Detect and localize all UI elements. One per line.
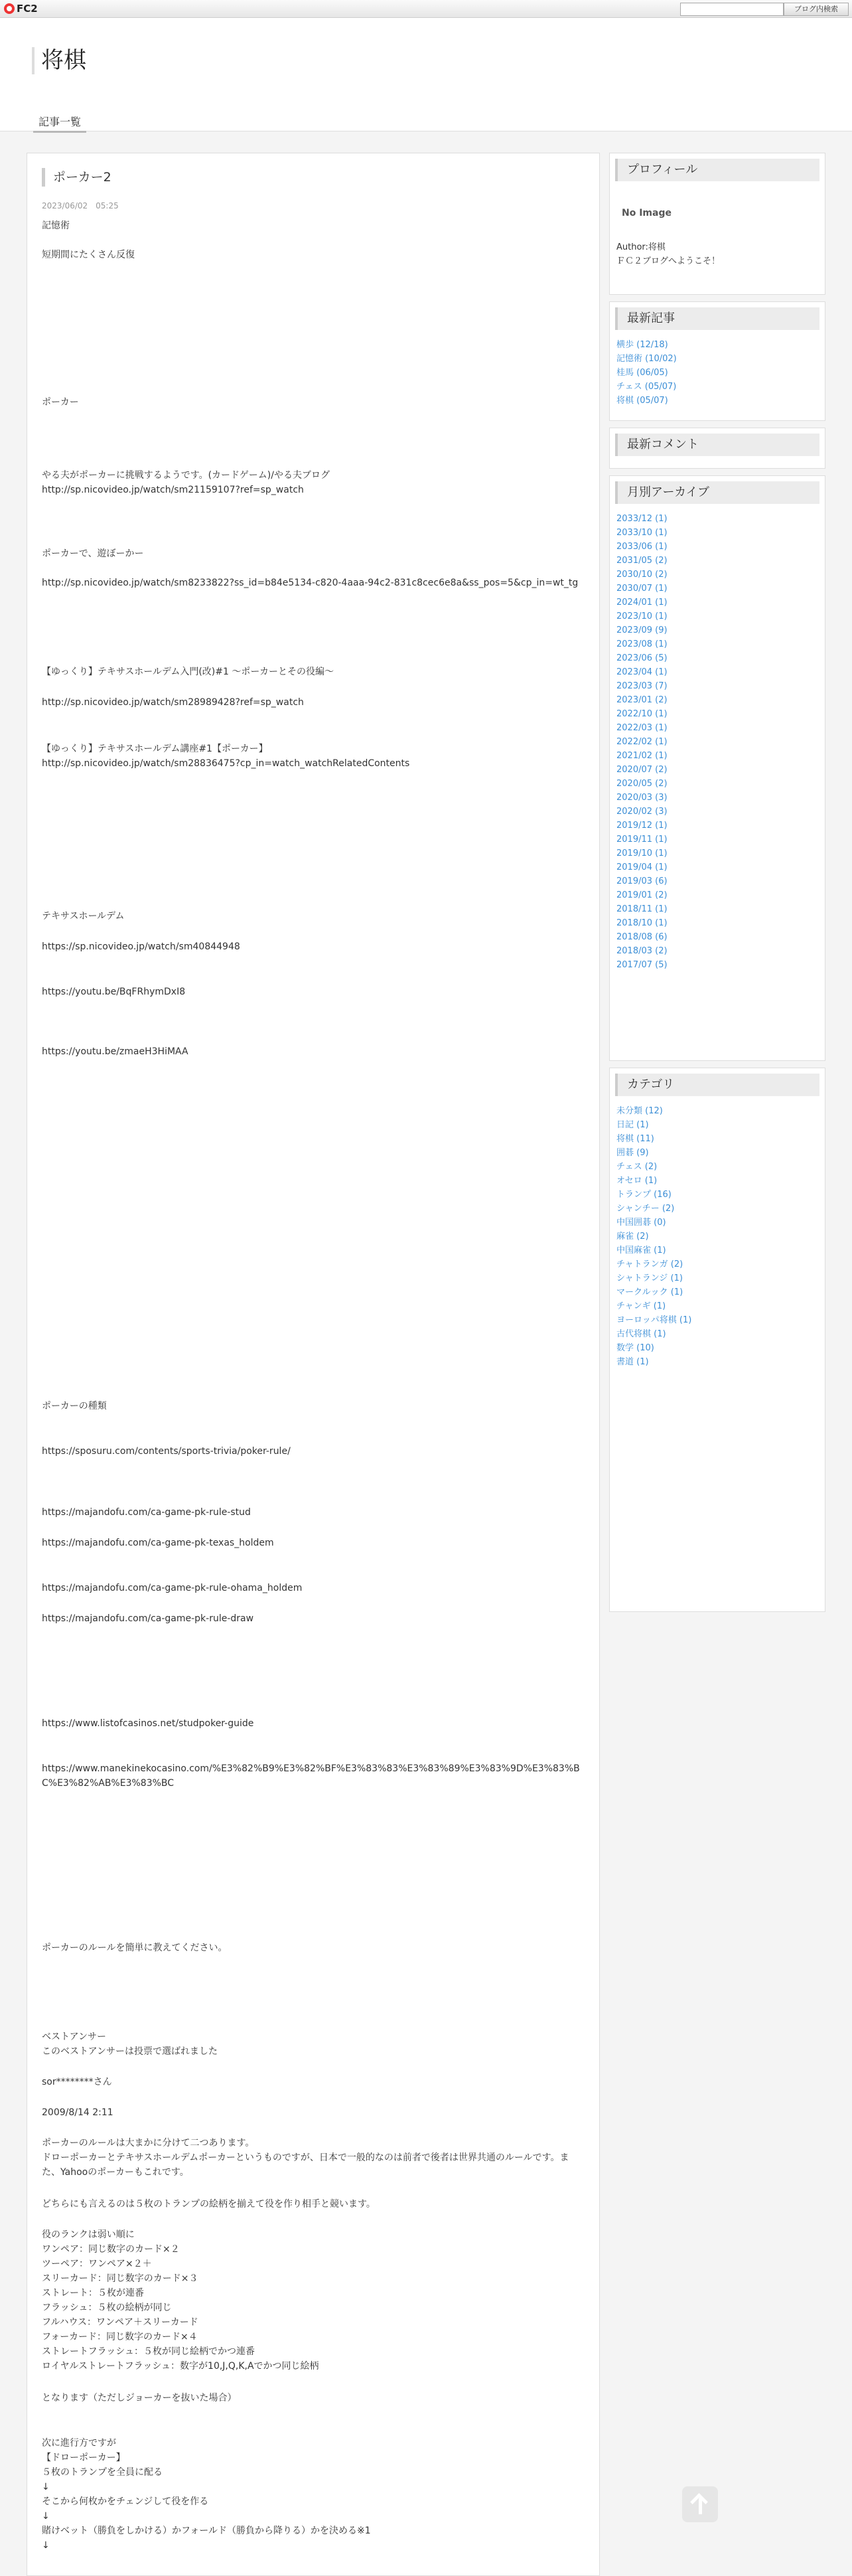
categories-list (616, 1104, 816, 1369)
fc2-logo-icon (4, 3, 15, 14)
entry-line: ポーカーの種類 (42, 1401, 107, 1411)
category-link[interactable]: チャンギ (1) (616, 1301, 666, 1311)
recent-entry-link[interactable]: 記憶術 (10/02) (616, 354, 677, 364)
categories-title: カテゴリ (615, 1074, 819, 1096)
archive-link[interactable]: 2019/10 (1) (616, 848, 668, 858)
entry-link[interactable]: http://sp.nicovideo.jp/watch/sm28989428?ref=sp_watch (42, 697, 304, 708)
entry-link[interactable]: https://www.listofcasinos.net/studpoker-guide (42, 1718, 254, 1729)
category-link[interactable]: 中国麻雀 (1) (616, 1246, 666, 1255)
entry-line: ポーカーで、遊ぼーかー (42, 548, 144, 559)
recent-comments-plugin (609, 428, 825, 469)
archives-list (616, 512, 816, 972)
archive-link[interactable]: 2021/02 (1) (616, 751, 668, 761)
entry-line: テキサスホールデム (42, 911, 125, 922)
recent-entry-link[interactable]: チェス (05/07) (616, 382, 677, 392)
entry-link[interactable]: https://majandofu.com/ca-game-pk-rule-draw (42, 1613, 254, 1624)
category-link[interactable]: ヨーロッパ将棋 (1) (616, 1315, 692, 1325)
archive-link[interactable]: 2033/10 (1) (616, 528, 668, 538)
entry-link[interactable]: https://youtu.be/BqFRhymDxI8 (42, 987, 186, 997)
entry-line: sor********さん (42, 2077, 112, 2087)
entry-line: 2009/8/14 2:11 (42, 2107, 113, 2118)
profile-author: Author:将棋 (616, 242, 666, 252)
entry-link[interactable]: https://majandofu.com/ca-game-pk-rule-ohama_holdem (42, 1583, 303, 1593)
archive-link[interactable]: 2023/03 (7) (616, 681, 668, 691)
archive-link[interactable]: 2030/07 (1) (616, 584, 668, 594)
profile-body (616, 189, 816, 268)
fc2-toolbar (0, 0, 852, 18)
entry-link[interactable]: https://www.manekinekocasino.com/%E3%82%B9%E3%82%BF%E3%83%83%E3%83%89%E3%83%9D%E3%83%BC%E3%82%AB%E3%83%BC (42, 1763, 580, 1789)
arrow-up-icon[interactable] (682, 2486, 718, 2522)
archive-link[interactable]: 2020/03 (3) (616, 793, 668, 803)
recent-entry-link[interactable]: 桂馬 (06/05) (616, 368, 668, 378)
profile-message: ＦＣ２ブログへようこそ！ (616, 256, 721, 266)
archive-link[interactable]: 2022/02 (1) (616, 737, 668, 747)
archive-link[interactable]: 2023/08 (1) (616, 639, 668, 649)
entry-line: 役のランクは弱い順に ワンペア：同じ数字のカード×２ ツーペア：ワンペア×２＋ スリーカード：同じ数字のカード×３ ストレート：５枚が連番 フラッシュ：５枚の絵柄が同じ フルハウス：ワンペア＋スリーカード フォーカード：同じ数字のカード×４ ストレートフラッシュ：５枚が同じ絵柄でかつ連番 ロイヤルストレートフラッシュ：数字が10,J,Q,K,Aでかつ同じ絵柄 (42, 2229, 319, 2372)
category-link[interactable]: 書道 (1) (616, 1357, 649, 1367)
archive-link[interactable]: 2031/05 (2) (616, 556, 668, 566)
recent-entries-title: 最新記事 (615, 307, 819, 330)
recent-comments-title: 最新コメント (615, 434, 819, 456)
entry-line: 短期間にたくさん反復 (42, 250, 135, 260)
archive-link[interactable]: 2019/03 (6) (616, 876, 668, 886)
archive-link[interactable]: 2033/12 (1) (616, 514, 668, 524)
entry-link[interactable]: https://majandofu.com/ca-game-pk-texas_holdem (42, 1538, 274, 1548)
category-link[interactable]: シャトランジ (1) (616, 1273, 683, 1283)
archive-link[interactable]: 2019/12 (1) (616, 821, 668, 831)
archive-link[interactable]: 2033/06 (1) (616, 542, 668, 552)
entry-line: 次に進行方ですが 【ドローポーカー】 ５枚のトランプを全員に配る ↓ そこから何枚かをチェンジして役を作る ↓ 賭けベット（勝負をしかける）かフォールド（勝負から降りる）かを決める※1 ↓ (42, 2438, 371, 2551)
archive-link[interactable]: 2019/11 (1) (616, 835, 668, 845)
entry-link[interactable]: https://majandofu.com/ca-game-pk-rule-stud (42, 1507, 251, 1518)
archive-link[interactable]: 2022/10 (1) (616, 709, 668, 719)
profile-plugin (609, 153, 825, 295)
archive-link[interactable]: 2023/06 (5) (616, 653, 668, 663)
archive-link[interactable]: 2017/07 (5) (616, 960, 668, 970)
entry-line: どちらにも言えるのは５枚のトランプの絵柄を揃えて役を作り相手と競います。 (42, 2199, 376, 2210)
site-header (0, 18, 852, 131)
entry-link[interactable]: https://youtu.be/zmaeH3HiMAA (42, 1046, 188, 1057)
category-link[interactable]: シャンチー (2) (616, 1204, 675, 1214)
category-link[interactable]: オセロ (1) (616, 1176, 658, 1186)
archive-link[interactable]: 2019/04 (1) (616, 862, 668, 872)
nav-item-entries[interactable]: 記事一覧 (33, 112, 86, 133)
profile-no-image: No Image (622, 208, 672, 218)
category-link[interactable]: 古代将棋 (1) (616, 1329, 666, 1339)
category-link[interactable]: チェス (2) (616, 1162, 658, 1172)
entry-line: ポーカーのルールを簡単に教えてください。 (42, 1943, 228, 1953)
entry-line: ポーカーのルールは大まかに分けて二つあります。 ドローポーカーとテキサスホールデムポーカーというものですが、日本で一般的なのは前者で後者は世界共通のルールです。また、Yahooのポーカーもこれです。 (42, 2138, 569, 2178)
archive-link[interactable]: 2020/02 (3) (616, 807, 668, 817)
categories-plugin (609, 1068, 825, 1612)
profile-title: プロフィール (615, 159, 819, 181)
archive-link[interactable]: 2020/05 (2) (616, 779, 668, 789)
entry-line: となります（ただしジョーカーを抜いた場合） (42, 2393, 237, 2403)
archive-link[interactable]: 2030/10 (2) (616, 570, 668, 580)
site-title[interactable]: 将棋 (32, 47, 86, 74)
fc2-logo-text: FC2 (17, 3, 38, 15)
category-link[interactable]: チャトランガ (2) (616, 1259, 683, 1269)
category-link[interactable]: 囲碁 (9) (616, 1148, 649, 1158)
category-link[interactable]: 将棋 (11) (616, 1134, 654, 1144)
archive-link[interactable]: 2018/08 (6) (616, 932, 668, 942)
blog-search-button[interactable]: ブログ内検索 (784, 3, 849, 16)
entry-link[interactable]: http://sp.nicovideo.jp/watch/sm8233822?ss_id=b84e5134-c820-4aaa-94c2-831c8cec6e8a&ss_pos=5&cp_in=wt_tg (42, 578, 579, 588)
recent-entries-plugin (609, 301, 825, 421)
entry-date: 2023/06/02 05:25 (42, 201, 119, 210)
category-link[interactable]: 麻雀 (2) (616, 1232, 649, 1242)
category-link[interactable]: 中国囲碁 (0) (616, 1218, 666, 1228)
archive-link[interactable]: 2020/07 (2) (616, 765, 668, 775)
entry-line: ベストアンサー このベストアンサーは投票で選ばれました (42, 2032, 218, 2057)
blog-search-input[interactable] (680, 3, 784, 16)
entry-title[interactable]: ポーカー2 (42, 168, 111, 187)
archive-link[interactable]: 2023/04 (1) (616, 667, 668, 677)
archive-link[interactable]: 2019/01 (2) (616, 890, 668, 900)
entry-line: ポーカー (42, 397, 79, 408)
category-link[interactable]: 未分類 (12) (616, 1106, 663, 1116)
global-nav (0, 110, 852, 131)
category-link[interactable]: 数学 (10) (616, 1343, 654, 1353)
recent-entry-link[interactable]: 将棋 (05/07) (616, 396, 668, 406)
main-content (27, 153, 600, 2576)
entry-link[interactable]: https://sposuru.com/contents/sports-trivia/poker-rule/ (42, 1446, 291, 1457)
archive-link[interactable]: 2018/11 (1) (616, 904, 668, 914)
archives-title: 月別アーカイブ (615, 481, 819, 504)
archive-link[interactable]: 2018/10 (1) (616, 918, 668, 928)
archive-link[interactable]: 2022/03 (1) (616, 723, 668, 733)
entry-line: 記憶術 (42, 220, 70, 231)
category-link[interactable]: マークルック (1) (616, 1287, 683, 1297)
entry-line: やる夫がポーカーに挑戦するようです。(カードゲーム)/やる夫ブログ http://sp.nicovideo.jp/watch/sm21159107?ref=sp_watch (42, 470, 330, 495)
archive-link[interactable]: 2023/01 (2) (616, 695, 668, 705)
entry-link[interactable]: https://sp.nicovideo.jp/watch/sm40844948 (42, 941, 240, 952)
entry-line: 【ゆっくり】テキサスホールデム講座#1【ポーカー】 http://sp.nicovideo.jp/watch/sm28836475?cp_in=watch_watchRelatedContents (42, 744, 410, 769)
entry-line: 【ゆっくり】テキサスホールデム入門(改)#1 ～ポーカーとその役編～ (42, 667, 334, 677)
recent-entry-link[interactable]: 横歩 (12/18) (616, 340, 668, 350)
recent-entries-list (616, 338, 816, 408)
category-link[interactable]: トランプ (16) (616, 1190, 672, 1200)
archive-link[interactable]: 2018/03 (2) (616, 946, 668, 956)
fc2-logo[interactable] (4, 3, 38, 15)
archive-link[interactable]: 2024/01 (1) (616, 598, 668, 607)
category-link[interactable]: 日記 (1) (616, 1120, 649, 1130)
archives-plugin (609, 475, 825, 1061)
archive-link[interactable]: 2023/09 (9) (616, 625, 668, 635)
archive-link[interactable]: 2023/10 (1) (616, 611, 668, 621)
